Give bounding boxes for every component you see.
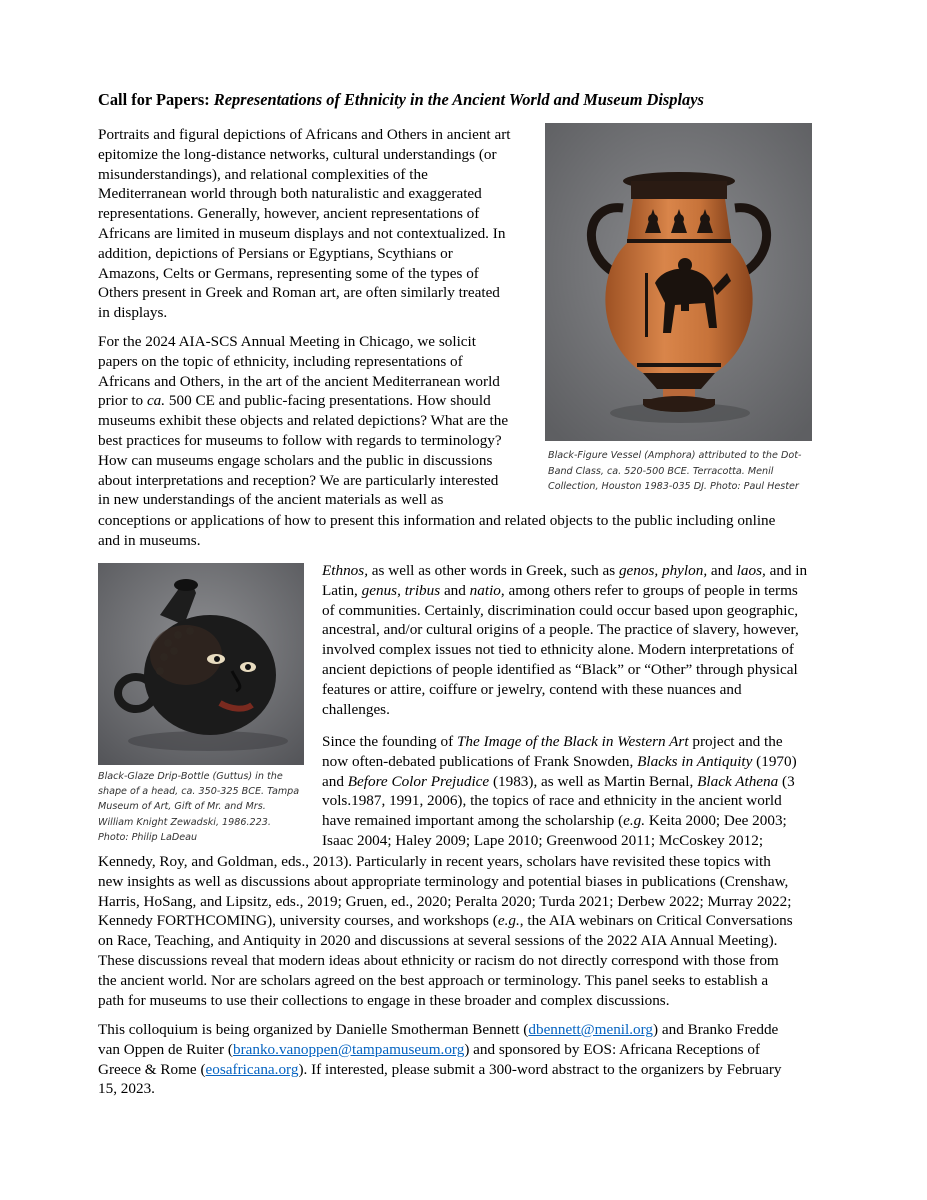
text-line: Black-Glaze Drip-Bottle (Guttus) in the — [98, 771, 283, 782]
text-line — [98, 971, 836, 991]
text-segment: Isaac 2004; Haley 2009; Lape 2010; Greenwood 2011; McCoskey 2012; — [322, 831, 764, 849]
italic-segment: The Image of the Black in Western Art — [456, 733, 689, 750]
text-segment: ). If interested, please submit a 300-word abstract to the organizers by February — [298, 1060, 782, 1078]
text-segment: Kennedy, Roy, and Goldman, eds., 2013). Particularly in recent years, scholars have revisited these topics with — [98, 853, 771, 870]
text-line: Museum of Art, Gift of Mr. and Mrs. — [98, 801, 266, 813]
text-segment: (3 — [778, 772, 795, 790]
text-line: papers on the topic of ethnicity, including representations of — [98, 352, 463, 370]
text-segment: This colloquium is being organized by Danielle Smotherman Bennett ( — [98, 1021, 529, 1038]
guttus-caption — [98, 769, 306, 845]
text-segment: Harris, HoSang, and Lipsitz, eds., 2019; Gruen, ed., 2020; Peralta 2020; Turda 2021; Derbew 2022; Murray 2022; — [98, 892, 792, 910]
italic-segment: Before Color Prejudice — [347, 772, 490, 790]
text-line: 15, 2023. — [98, 1080, 155, 1098]
text-line — [98, 1020, 836, 1040]
text-line: Photo: Philip LaDeau — [98, 831, 198, 843]
text-line: in displays. — [98, 304, 168, 322]
text-segment: the ancient world. Nor are scholars agreed on the best approach or terminology. This panel seeks to establish a — [98, 971, 769, 989]
text-segment: and — [707, 562, 737, 579]
terminology-paragraph — [322, 561, 834, 719]
text-line: best practices for museums to follow with regards to terminology? — [98, 431, 502, 449]
text-line: For the 2024 AIA-SCS Annual Meeting in Chicago, we solicit — [98, 333, 476, 350]
italic-segment: genus — [361, 581, 398, 599]
text-line — [322, 732, 834, 752]
text-line — [98, 911, 836, 931]
text-line — [98, 951, 836, 971]
text-line: conceptions or applications of how to present this information and related objects to the public including online — [98, 512, 776, 529]
italic-segment: Black Athena — [697, 772, 779, 790]
text-segment: and — [322, 772, 348, 790]
text-segment: Kennedy FORTHCOMING), university courses, and workshops ( — [98, 912, 498, 930]
text-line: addition, depictions of Persians or Egyptians, Scythians or — [98, 244, 453, 262]
text-segment: These discussions reveal that modern ideas about ethnicity or racism do not directly correspond with those from — [98, 951, 779, 969]
text-segment: have remained important among the scholarship ( — [322, 812, 624, 830]
email-link-vanoppen[interactable]: branko.vanoppen@tampamuseum.org — [232, 1040, 465, 1058]
italic-segment: Ethnos, — [322, 562, 368, 579]
text-line: representations. Generally, however, ancient representations of — [98, 205, 480, 223]
text-segment: 500 CE and public-facing presentations. How should — [165, 392, 491, 410]
text-line — [322, 561, 834, 581]
text-line: How can museums engage scholars and the public in discussions — [98, 451, 493, 469]
text-line — [98, 1060, 836, 1080]
website-link-eosafricana[interactable]: eosafricana.org — [205, 1060, 299, 1078]
intro-paragraph — [98, 125, 538, 323]
text-segment: vols.1987, 1991, 2006), the topics of race and ethnicity in the ancient world — [322, 792, 782, 810]
text-line: challenges. — [322, 700, 390, 718]
text-line: Collection, Houston 1983-035 DJ. Photo: Paul Hester — [548, 481, 799, 493]
italic-segment: e.g. — [497, 912, 520, 930]
text-line: ancient depictions of people identified as “Black” or “Other” through physical — [322, 660, 798, 678]
text-segment: and in — [765, 562, 808, 579]
text-line — [98, 852, 836, 872]
italic-segment: genos, phylon, — [618, 562, 708, 579]
text-segment: , among others refer to groups of people in terms — [500, 581, 798, 599]
text-segment: path for museums to use their collections to engage in these broader and complex discussions. — [98, 991, 670, 1009]
text-line — [98, 872, 836, 892]
text-line: Mediterranean world through both naturalistic and exaggerated — [98, 185, 482, 203]
italic-segment: e.g. — [623, 812, 646, 830]
text-line: features or attire, coiffure or jewelry, contend with these nuances and — [322, 680, 742, 698]
italic-segment: Blacks in Antiquity — [637, 752, 753, 770]
text-line: of communities. Certainly, discrimination could occur based upon geographic, — [322, 601, 799, 619]
text-segment: now often-debated publications of Frank Snowden, — [322, 752, 638, 770]
text-line: Portraits and figural depictions of Africans and Others in ancient art — [98, 126, 511, 143]
solicitation-paragraph — [98, 332, 540, 510]
scholarship-paragraph-continued — [98, 852, 836, 1010]
solicitation-paragraph-continued — [98, 511, 833, 551]
text-line: museums exhibit these objects and related depictions? What are the — [98, 412, 509, 430]
text-line — [322, 752, 834, 772]
text-line — [322, 791, 834, 811]
text-segment: and — [440, 581, 470, 599]
text-segment: Greece & Rome ( — [98, 1060, 206, 1078]
text-line — [98, 991, 836, 1011]
text-segment: ) and sponsored by EOS: Africana Receptions of — [464, 1040, 760, 1058]
text-segment: (1970) — [752, 752, 797, 770]
scholarship-paragraph — [322, 732, 834, 851]
text-line: about interpretations and reception? We are particularly interested — [98, 471, 499, 489]
text-segment: Latin, — [322, 581, 362, 599]
title-main: Representations of Ethnicity in the Ancient World and Museum Displays — [213, 90, 704, 109]
organizers-paragraph — [98, 1020, 836, 1099]
text-line: Amazons, Celts or Germans, representing some of the types of — [98, 264, 479, 282]
text-line: William Knight Zewadski, 1986.223. — [98, 816, 271, 828]
italic-segment: tribus — [404, 581, 441, 599]
text-segment: ) and Branko Fredde — [653, 1021, 779, 1038]
amphora-caption — [548, 448, 820, 495]
text-line: and in museums. — [98, 531, 201, 549]
text-line: in new understandings of the ancient materials as well as — [98, 491, 444, 509]
text-line — [98, 892, 836, 912]
title-prefix: Call for Papers: — [98, 90, 214, 109]
page-title — [98, 89, 878, 111]
text-segment: , — [397, 581, 405, 599]
text-line: involved complex issues not tied to ethnicity alone. Modern interpretations of — [322, 641, 794, 659]
text-line: Africans are limited in museum displays and not contextualized. In — [98, 224, 506, 242]
text-segment: , the AIA webinars on Critical Conversations — [519, 912, 793, 930]
text-line: Africans and Others, in the art of the ancient Mediterranean world — [98, 372, 500, 390]
text-line: Others present in Greek and Roman art, are often similarly treated — [98, 284, 500, 302]
text-segment: as well as other words in Greek, such as — [368, 562, 619, 579]
text-line — [98, 931, 836, 951]
text-line — [322, 831, 834, 851]
text-line: misunderstandings), and relational complexities of the — [98, 165, 428, 183]
text-line: Black-Figure Vessel (Amphora) attributed to the Dot- — [548, 450, 802, 461]
text-line — [322, 772, 834, 792]
text-segment: prior to — [98, 392, 147, 410]
guttus-photo — [98, 563, 304, 765]
text-segment: Since the founding of — [322, 733, 457, 750]
text-line: ancestral, and/or cultural origins of a people. The practice of slavery, however, — [322, 621, 799, 639]
text-line: Band Class, ca. 520-500 BCE. Terracotta. Menil — [548, 465, 774, 477]
text-line — [98, 391, 540, 411]
italic-segment: natio — [469, 581, 501, 599]
text-line — [322, 581, 834, 601]
text-segment: project and the — [688, 733, 783, 750]
text-line: shape of a head, ca. 350-325 BCE. Tampa — [98, 786, 300, 798]
text-line: epitomize the long-distance networks, cultural understandings (or — [98, 145, 497, 163]
italic-segment: ca. — [146, 392, 166, 410]
text-segment: Keita 2000; Dee 2003; — [645, 812, 787, 830]
text-segment: on Race, Teaching, and Antiquity in 2020 and discussions at several sessions of the 2022 AIA Annual Meeting). — [98, 932, 778, 950]
text-line — [322, 811, 834, 831]
amphora-photo — [545, 123, 812, 441]
text-line — [98, 1040, 836, 1060]
text-segment: (1983), as well as Martin Bernal, — [489, 772, 698, 790]
text-segment: van Oppen de Ruiter ( — [98, 1040, 233, 1058]
email-link-bennett[interactable]: dbennett@menil.org — [528, 1021, 654, 1038]
text-segment: new insights as well as discussions about appropriate terminology and potential biases in publications (Crenshaw, — [98, 872, 789, 890]
italic-segment: laos, — [736, 562, 766, 579]
